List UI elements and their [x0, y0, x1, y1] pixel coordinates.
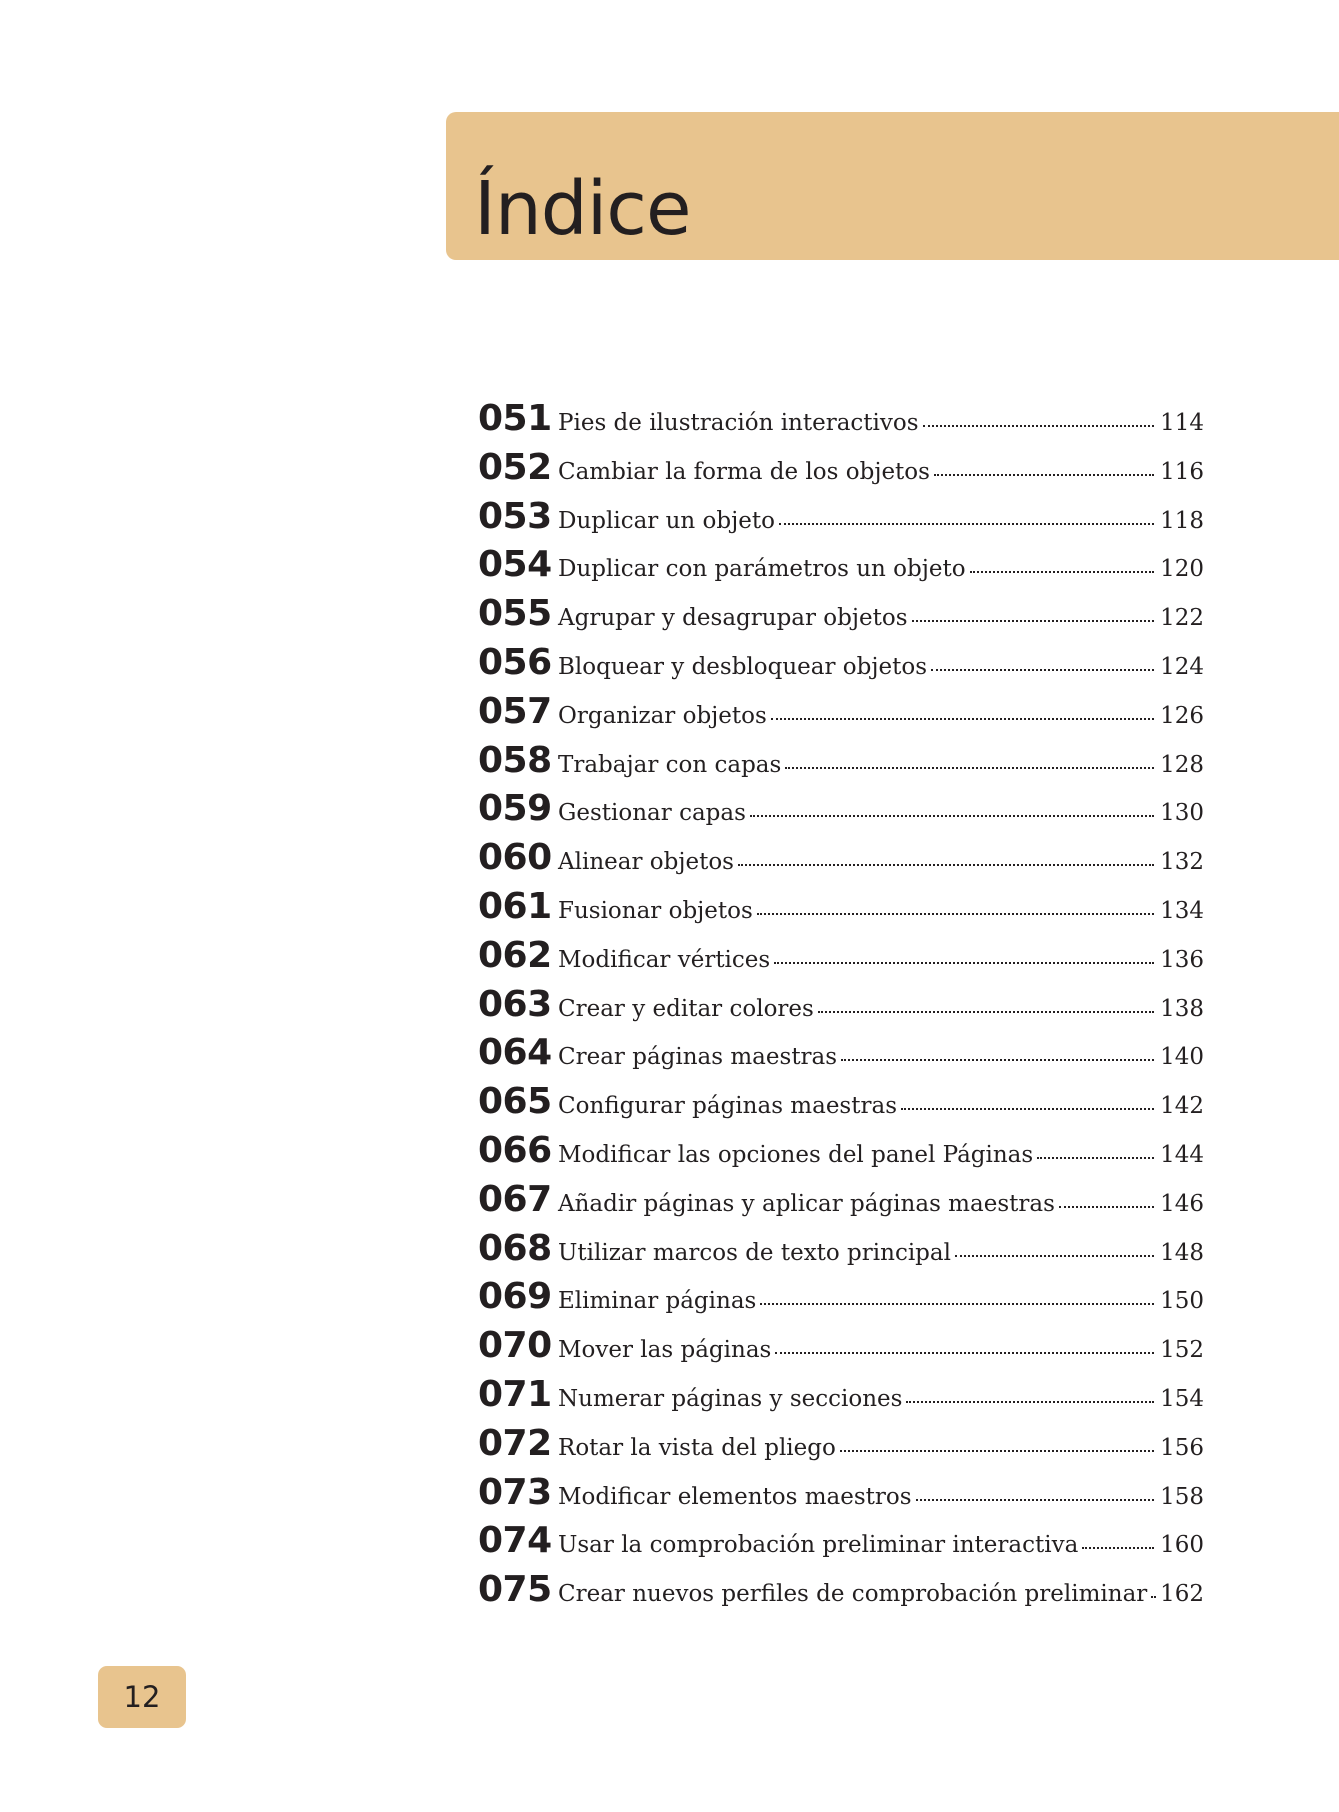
toc-entry-number: 073 [478, 1471, 552, 1513]
toc-entry-number: 053 [478, 495, 552, 537]
page-number-box [98, 1666, 186, 1728]
toc-entry-title: Modificar las opciones del panel Páginas [558, 1141, 1034, 1168]
toc-entry-title: Usar la comprobación preliminar interactiva [558, 1532, 1079, 1559]
toc-entry[interactable] [478, 642, 1204, 691]
toc-entry-title: Gestionar capas [558, 800, 746, 827]
toc-entry-title: Fusionar objetos [558, 897, 753, 924]
toc-entry-number: 064 [478, 1032, 552, 1074]
toc-entry-page: 160 [1160, 1532, 1204, 1559]
dot-leader [1059, 1206, 1154, 1208]
toc-entry-page: 114 [1160, 410, 1204, 436]
toc-entry-number: 061 [478, 885, 552, 927]
toc-entry-page: 162 [1160, 1581, 1204, 1608]
table-of-contents [478, 398, 1204, 1618]
toc-entry-title: Mover las páginas [558, 1337, 772, 1364]
dot-leader [901, 1108, 1154, 1110]
dot-leader [757, 913, 1154, 915]
toc-entry-title: Trabajar con capas [558, 751, 782, 778]
toc-entry[interactable] [478, 1472, 1204, 1521]
toc-entry-title: Crear y editar colores [558, 995, 814, 1022]
dot-leader [970, 571, 1155, 573]
toc-entry-page: 146 [1160, 1190, 1204, 1217]
toc-entry-title: Pies de ilustración interactivos [558, 410, 919, 436]
toc-entry-title: Organizar objetos [558, 702, 767, 729]
toc-entry-number: 065 [478, 1081, 552, 1123]
toc-entry-page: 152 [1160, 1337, 1204, 1364]
dot-leader [774, 962, 1154, 964]
toc-entry-title: Crear nuevos perfiles de comprobación preliminar [558, 1581, 1148, 1608]
dot-leader [750, 815, 1154, 817]
toc-entry[interactable] [478, 593, 1204, 642]
toc-entry-page: 124 [1160, 653, 1204, 680]
toc-entry-number: 074 [478, 1520, 552, 1562]
toc-entry-title: Agrupar y desagrupar objetos [558, 605, 908, 632]
toc-entry-page: 148 [1160, 1239, 1204, 1266]
toc-entry[interactable] [478, 1374, 1204, 1423]
toc-entry-title: Crear páginas maestras [558, 1044, 838, 1071]
toc-entry-number: 069 [478, 1276, 552, 1318]
toc-entry[interactable] [478, 935, 1204, 984]
toc-entry-title: Utilizar marcos de texto principal [558, 1239, 951, 1266]
dot-leader [934, 474, 1154, 476]
dot-leader [1151, 1596, 1154, 1598]
toc-entry-number: 075 [478, 1569, 552, 1611]
toc-entry-number: 072 [478, 1422, 552, 1464]
toc-entry-page: 134 [1160, 897, 1204, 924]
toc-entry-number: 056 [478, 641, 552, 683]
toc-entry-title: Bloquear y desbloquear objetos [558, 653, 928, 680]
toc-entry-title: Configurar páginas maestras [558, 1093, 897, 1120]
toc-entry-title: Numerar páginas y secciones [558, 1385, 903, 1412]
dot-leader [775, 1352, 1154, 1354]
header-band [446, 112, 1339, 260]
toc-entry[interactable] [478, 447, 1204, 496]
dot-leader [923, 425, 1155, 427]
dot-leader [906, 1401, 1154, 1403]
dot-leader [912, 620, 1155, 622]
toc-entry-number: 051 [478, 398, 552, 439]
toc-entry-number: 071 [478, 1373, 552, 1415]
dot-leader [1082, 1547, 1154, 1549]
toc-entry-page: 130 [1160, 800, 1204, 827]
toc-entry-title: Alinear objetos [558, 849, 734, 876]
toc-entry-number: 058 [478, 739, 552, 781]
toc-entry[interactable] [478, 1423, 1204, 1472]
toc-entry-page: 128 [1160, 751, 1204, 778]
toc-entry[interactable] [478, 1032, 1204, 1081]
toc-entry[interactable] [478, 1081, 1204, 1130]
toc-entry-page: 118 [1160, 507, 1204, 534]
toc-entry[interactable] [478, 837, 1204, 886]
toc-entry-page: 122 [1160, 605, 1204, 632]
toc-entry-title: Cambiar la forma de los objetos [558, 458, 930, 485]
toc-entry-page: 136 [1160, 946, 1204, 973]
toc-entry-title: Añadir páginas y aplicar páginas maestras [558, 1190, 1055, 1217]
toc-entry-number: 066 [478, 1129, 552, 1171]
toc-entry-title: Modificar elementos maestros [558, 1483, 912, 1510]
page-title: Índice [474, 166, 691, 252]
toc-entry[interactable] [478, 1130, 1204, 1179]
dot-leader [779, 523, 1154, 525]
toc-entry-number: 055 [478, 593, 552, 635]
toc-entry[interactable] [478, 1276, 1204, 1325]
toc-entry[interactable] [478, 691, 1204, 740]
toc-entry-number: 057 [478, 690, 552, 732]
toc-entry[interactable] [478, 740, 1204, 789]
toc-entry[interactable] [478, 1179, 1204, 1228]
dot-leader [840, 1450, 1154, 1452]
toc-entry[interactable] [478, 398, 1204, 447]
toc-entry-number: 054 [478, 544, 552, 586]
dot-leader [785, 767, 1154, 769]
toc-entry-page: 154 [1160, 1385, 1204, 1412]
dot-leader [738, 864, 1154, 866]
toc-entry-title: Eliminar páginas [558, 1288, 757, 1315]
toc-entry[interactable] [478, 544, 1204, 593]
toc-entry-title: Rotar la vista del pliego [558, 1434, 836, 1461]
toc-entry-page: 150 [1160, 1288, 1204, 1315]
toc-entry-page: 120 [1160, 556, 1204, 583]
toc-entry-number: 068 [478, 1227, 552, 1269]
toc-entry[interactable] [478, 1228, 1204, 1277]
toc-entry-page: 144 [1160, 1141, 1204, 1168]
toc-entry-number: 059 [478, 788, 552, 830]
dot-leader [818, 1011, 1154, 1013]
toc-entry-number: 067 [478, 1178, 552, 1220]
page-number: 12 [123, 1680, 161, 1714]
toc-entry-page: 158 [1160, 1483, 1204, 1510]
toc-entry-number: 060 [478, 837, 552, 879]
toc-entry[interactable] [478, 496, 1204, 545]
toc-entry-page: 156 [1160, 1434, 1204, 1461]
dot-leader [771, 718, 1154, 720]
toc-entry[interactable] [478, 1325, 1204, 1374]
toc-entry-page: 142 [1160, 1093, 1204, 1120]
dot-leader [931, 669, 1154, 671]
dot-leader [916, 1499, 1155, 1501]
toc-entry-number: 070 [478, 1325, 552, 1367]
dot-leader [1037, 1157, 1154, 1159]
toc-entry[interactable] [478, 886, 1204, 935]
toc-entry-title: Duplicar con parámetros un objeto [558, 556, 966, 583]
toc-entry-page: 140 [1160, 1044, 1204, 1071]
toc-entry-title: Duplicar un objeto [558, 507, 775, 534]
toc-entry-page: 126 [1160, 702, 1204, 729]
toc-entry-page: 138 [1160, 995, 1204, 1022]
toc-entry-number: 062 [478, 934, 552, 976]
toc-entry[interactable] [478, 1520, 1204, 1569]
toc-entry-number: 063 [478, 983, 552, 1025]
toc-entry-number: 052 [478, 446, 552, 488]
dot-leader [841, 1059, 1154, 1061]
dot-leader [760, 1303, 1154, 1305]
toc-entry-title: Modificar vértices [558, 946, 771, 973]
dot-leader [955, 1255, 1154, 1257]
toc-entry[interactable] [478, 788, 1204, 837]
toc-entry-page: 132 [1160, 849, 1204, 876]
toc-entry-page: 116 [1160, 458, 1204, 485]
toc-entry[interactable] [478, 984, 1204, 1033]
toc-entry[interactable] [478, 1569, 1204, 1618]
